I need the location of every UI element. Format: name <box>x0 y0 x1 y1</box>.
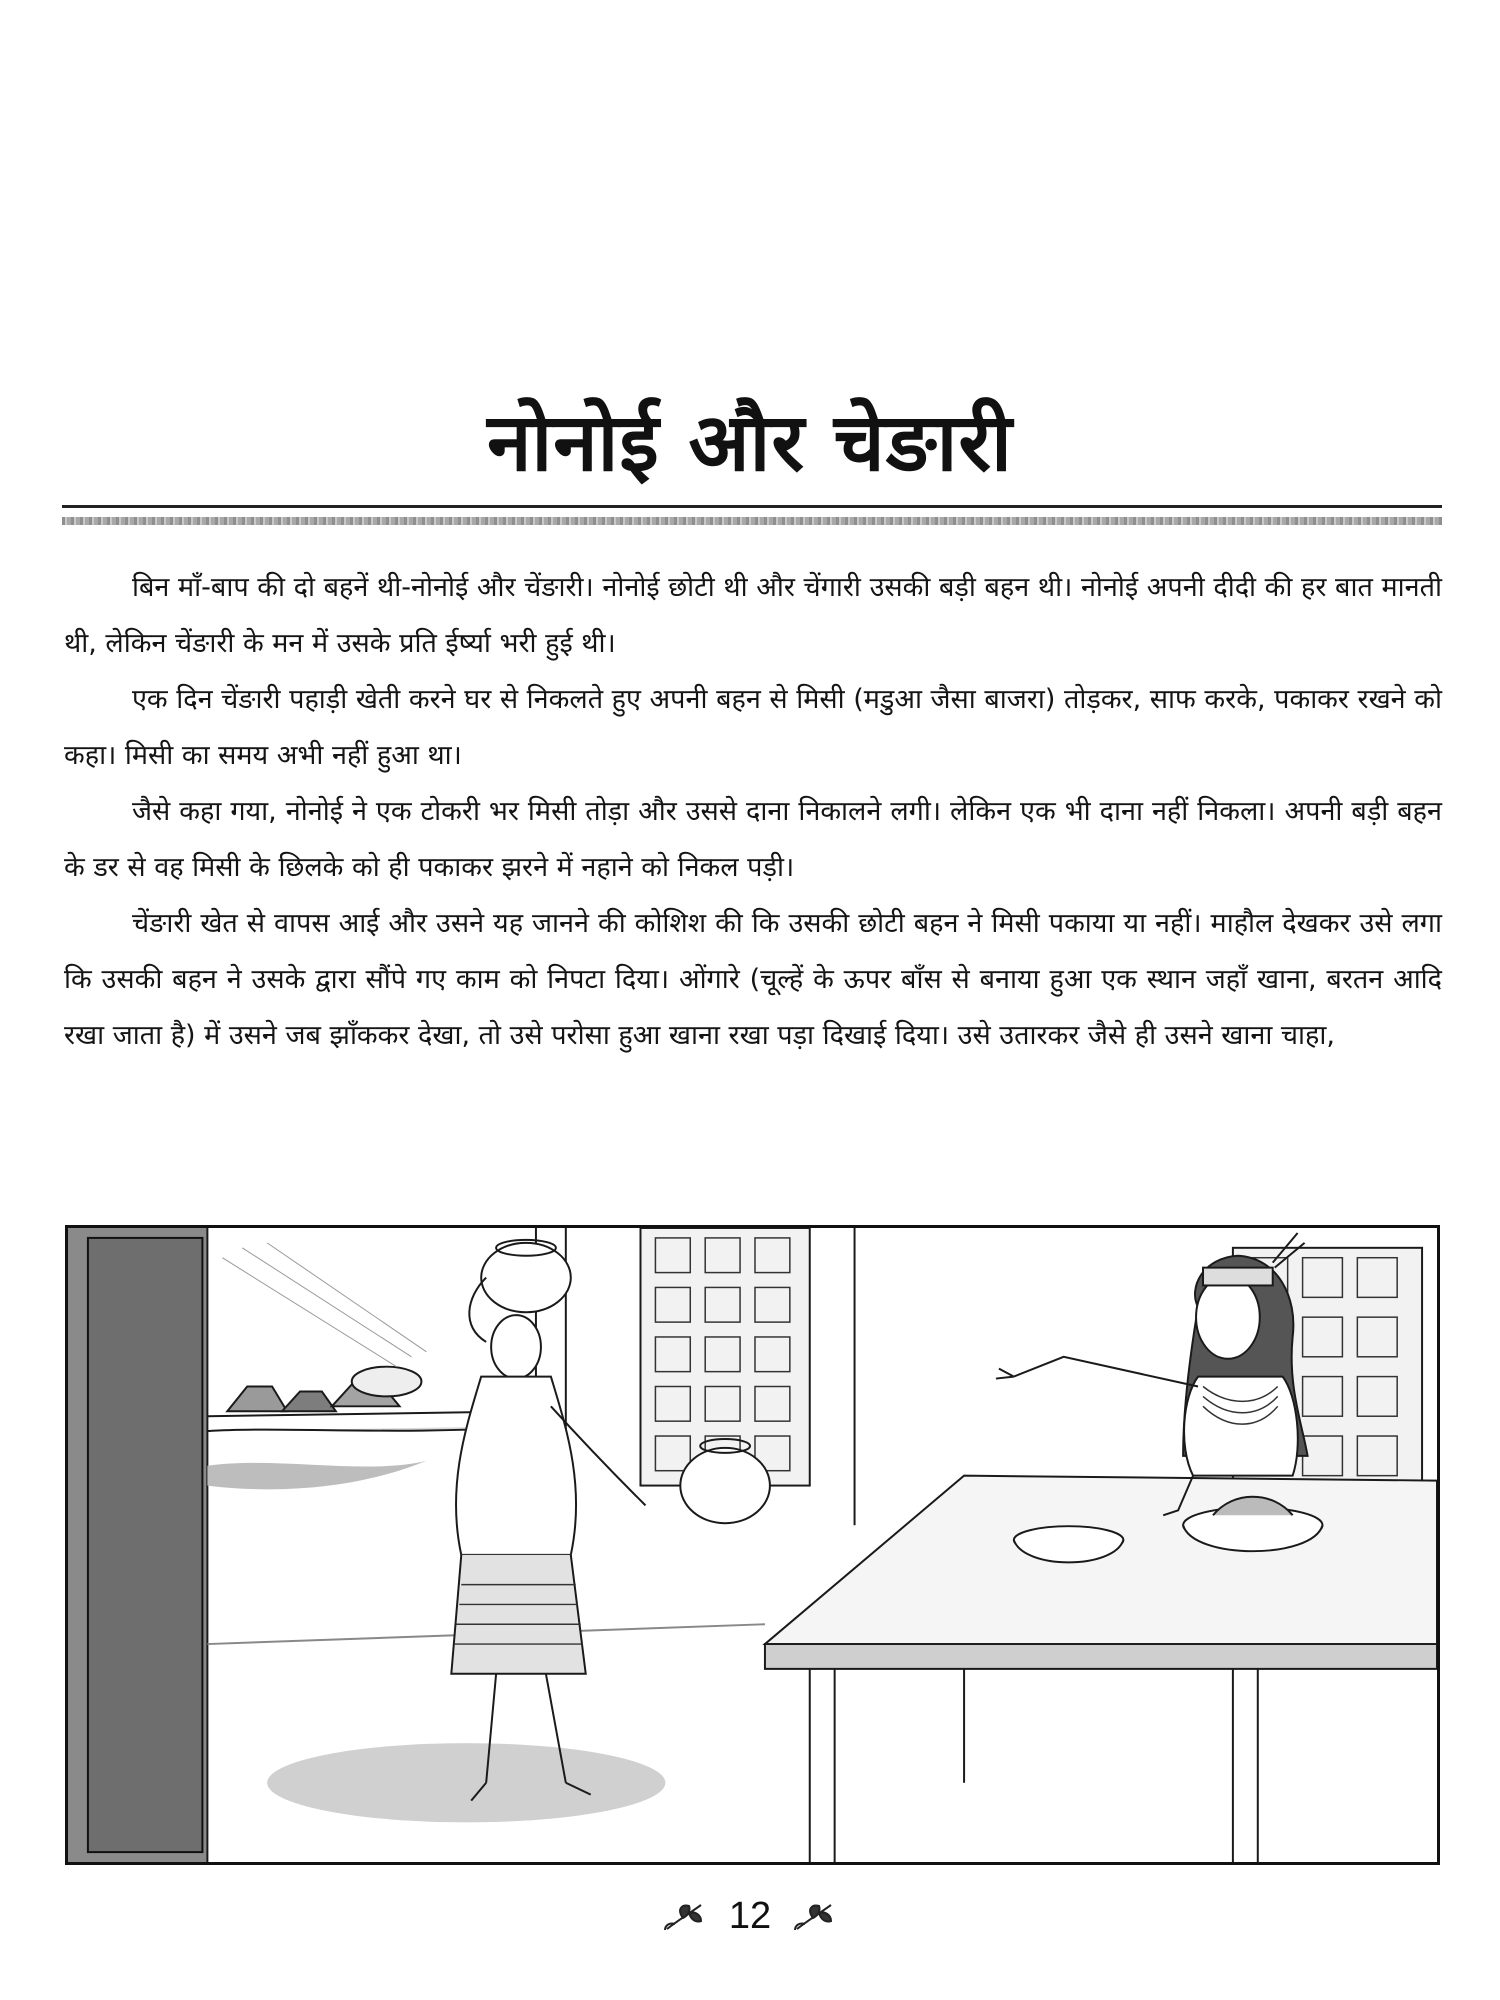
story-title: नोनोई और चेङारी <box>487 396 1013 489</box>
floral-ornament-icon <box>793 1901 837 1933</box>
paragraph: जैसे कहा गया, नोनोई ने एक टोकरी भर मिसी तोड़ा और उससे दाना निकालने लगी। लेकिन एक भी दाना नहीं निकला। अपनी बड़ी बहन के डर से वह मिसी के छिलके को ही पकाकर झरने में नहाने को निकल पड़ी। <box>64 796 1442 883</box>
paragraph: एक दिन चेंङारी पहाड़ी खेती करने घर से निकलते हुए अपनी बहन से मिसी (मडुआ जैसा बाजरा) तोड़कर, साफ करके, पकाकर रखने को कहा। मिसी का समय अभी नहीं हुआ था। <box>64 684 1442 771</box>
floral-ornament-icon <box>663 1901 707 1933</box>
page-number: 12 <box>728 1895 772 1937</box>
illustration-drawing <box>68 1228 1437 1862</box>
story-body <box>64 560 1442 1064</box>
paragraph: बिन माँ-बाप की दो बहनें थी-नोनोई और चेंङारी। नोनोई छोटी थी और चेंगारी उसकी बड़ी बहन थी। नोनोई अपनी दीदी की हर बात मानती थी, लेकिन चेंङारी के मन में उसके प्रति ईर्ष्या भरी हुई थी। <box>64 572 1442 659</box>
story-illustration <box>65 1225 1440 1865</box>
paragraph: चेंङारी खेत से वापस आई और उसने यह जानने की कोशिश की कि उसकी छोटी बहन ने मिसी पकाया या नहीं। माहौल देखकर उसे लगा कि उसकी बहन ने उसके द्वारा सौंपे गए काम को निपटा दिया। ओंगारे (चूल्हें के ऊपर बाँस से बनाया हुआ एक स्थान जहाँ खाना, बरतन आदि रखा जाता है) में उसने जब झाँककर देखा, तो उसे परोसा हुआ खाना रखा पड़ा दिखाई दिया। उसे उतारकर जैसे ही उसने खाना चाहा, <box>64 908 1442 1051</box>
page-footer <box>0 1895 1500 1938</box>
title-divider <box>62 505 1442 525</box>
